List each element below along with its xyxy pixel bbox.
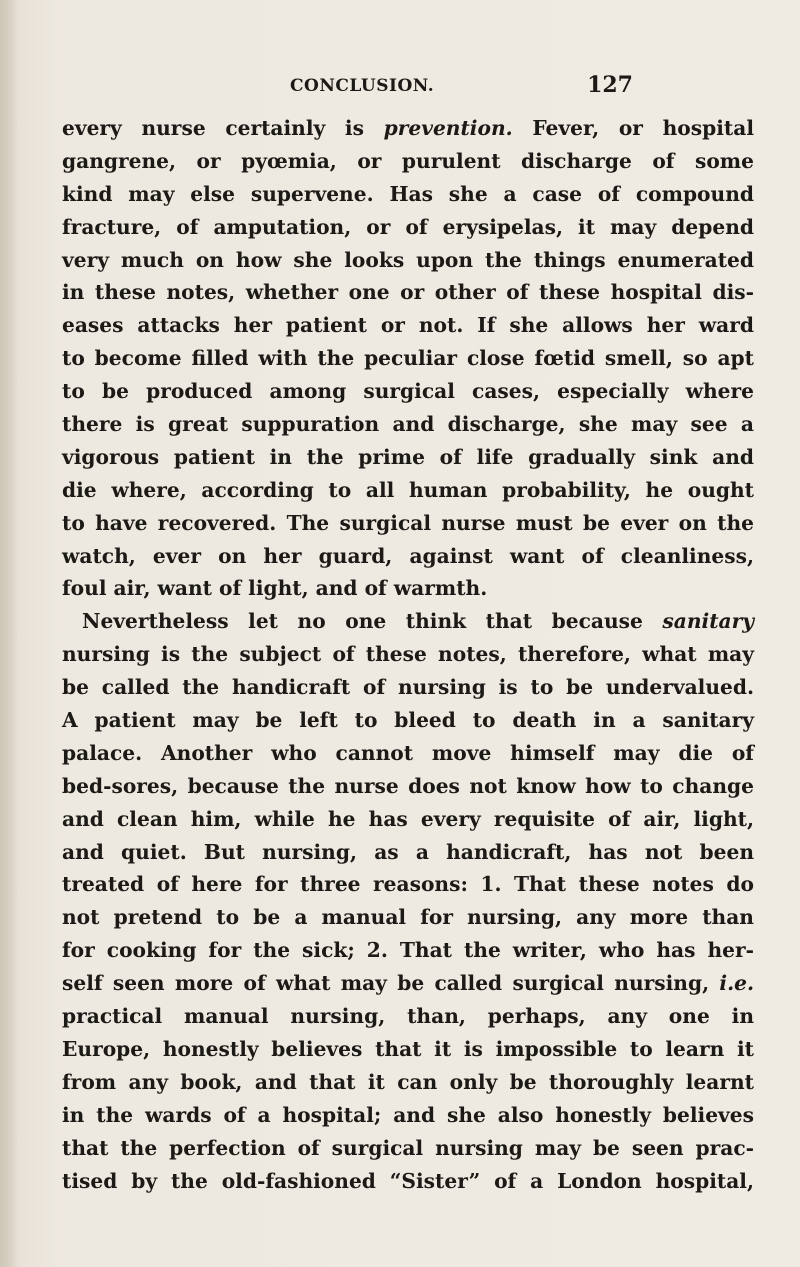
- italic-text: prevention.: [383, 116, 513, 140]
- text-segment: Nevertheless let no one think that because: [82, 609, 663, 634]
- text-segment: and clean him, while he has every requisite of air, light,: [62, 806, 754, 831]
- text-segment: eases attacks her patient or not. If she allows her ward: [62, 313, 754, 338]
- text-segment: watch, ever on her guard, against want of cleanliness,: [62, 543, 754, 568]
- text-line: [62, 967, 754, 1000]
- text-line: [62, 803, 754, 836]
- text-segment: palace. Another who cannot move himself may die of: [62, 740, 754, 765]
- gutter-shadow: [0, 0, 18, 1267]
- text-line: [62, 605, 754, 638]
- text-segment: Fever, or hospital: [512, 116, 754, 140]
- text-line: [62, 1132, 754, 1165]
- text-line: [62, 1066, 754, 1099]
- text-segment: vigorous patient in the prime of life gradually sink and: [62, 444, 754, 469]
- text-line: [62, 572, 754, 605]
- text-segment: every nurse certainly is: [62, 116, 384, 140]
- text-segment: be called the handicraft of nursing is to be undervalued.: [62, 675, 754, 700]
- text-segment: to be produced among surgical cases, especially where: [62, 379, 754, 404]
- body-text: [62, 112, 754, 1197]
- text-segment: in these notes, whether one or other of these hospital dis-: [62, 280, 754, 305]
- text-line: [62, 737, 754, 770]
- text-segment: very much on how she looks upon the things enumerated: [62, 247, 754, 272]
- text-line: [62, 178, 754, 211]
- text-line: [62, 211, 754, 244]
- text-segment: tised by the old-fashioned “Sister” of a London hospital,: [62, 1168, 754, 1193]
- text-line: [62, 375, 754, 408]
- text-segment: that the perfection of surgical nursing may be seen prac-: [62, 1135, 754, 1160]
- text-segment: there is great suppuration and discharge, she may see a: [62, 412, 754, 437]
- text-line: [62, 342, 754, 375]
- text-line: [62, 868, 754, 901]
- text-segment: A patient may be left to bleed to death in a sanitary: [62, 708, 754, 733]
- italic-text: i.e.: [719, 971, 754, 996]
- text-segment: kind may else supervene. Has she a case of compound: [62, 181, 754, 206]
- text-line: [62, 540, 754, 573]
- page-number: 127: [587, 72, 633, 98]
- text-line: [62, 704, 754, 737]
- text-segment: to have recovered. The surgical nurse must be ever on the: [62, 510, 754, 535]
- text-line: [62, 638, 754, 671]
- text-line: [62, 408, 754, 441]
- text-segment: from any book, and that it can only be thoroughly learnt: [62, 1069, 754, 1094]
- text-line: [62, 934, 754, 967]
- text-segment: bed-sores, because the nurse does not know how to change: [62, 773, 754, 798]
- text-line: [62, 1099, 754, 1132]
- text-line: [62, 836, 754, 869]
- text-line: [62, 112, 754, 145]
- text-line: [62, 1033, 754, 1066]
- text-line: [62, 276, 754, 309]
- text-segment: fracture, of amputation, or of erysipelas, it may depend: [62, 214, 754, 239]
- text-segment: nursing is the subject of these notes, therefore, what may: [62, 642, 754, 667]
- text-segment: practical manual nursing, than, perhaps, any one in: [62, 1004, 754, 1029]
- running-head: CONCLUSION.: [290, 76, 435, 96]
- text-line: [62, 244, 754, 277]
- text-line: [62, 770, 754, 803]
- text-segment: in the wards of a hospital; and she also honestly believes: [62, 1102, 754, 1127]
- text-line: [62, 671, 754, 704]
- text-segment: to become filled with the peculiar close fœtid smell, so apt: [62, 346, 754, 371]
- text-segment: Europe, honestly believes that it is impossible to learn it: [62, 1036, 754, 1061]
- text-line: [62, 507, 754, 540]
- text-line: [62, 901, 754, 934]
- italic-text: sanitary: [662, 609, 754, 634]
- text-line: [62, 309, 754, 342]
- text-line: [62, 1000, 754, 1033]
- text-segment: treated of here for three reasons: 1. That these notes do: [62, 872, 754, 897]
- text-segment: not pretend to be a manual for nursing, any more than: [62, 905, 754, 930]
- text-segment: die where, according to all human probability, he ought: [62, 477, 754, 502]
- text-segment: foul air, want of light, and of warmth.: [62, 576, 488, 601]
- text-segment: gangrene, or pyœmia, or purulent discharge of some: [62, 148, 754, 173]
- text-line: [62, 474, 754, 507]
- text-segment: self seen more of what may be called surgical nursing,: [62, 971, 720, 996]
- page-header: [0, 72, 800, 102]
- text-line: [62, 145, 754, 178]
- text-segment: for cooking for the sick; 2. That the writer, who has her-: [62, 938, 754, 963]
- text-segment: and quiet. But nursing, as a handicraft, has not been: [62, 839, 754, 864]
- text-line: [62, 441, 754, 474]
- text-line: [62, 1165, 754, 1198]
